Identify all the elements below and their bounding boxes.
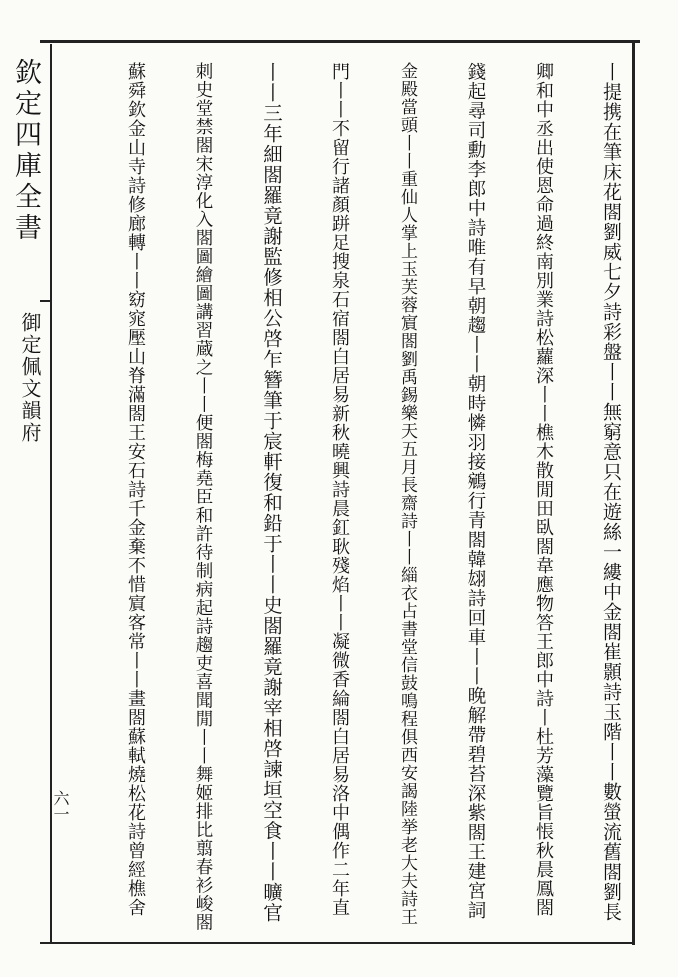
text-column-5: 門丨丨不留行諸顏跰足搜泉石宿閤白居易新秋曉興詩晨釭耿殘焰丨丨凝微香綸閤白居易洛中偶作二年直: [329, 62, 350, 917]
text-column-4: 金殿當頭丨丨重仙人掌上玉芙蓉賔閤劉禹錫樂天五月長齋詩丨丨緇衣占書堂信鼓鳴程俱西安謁陸挙老大夫詩王: [397, 62, 417, 926]
folio-number: 六一: [51, 790, 70, 822]
text-column-2: 卿和中丞出使恩命過終南別業詩松蘿深丨丨樵木散閒田臥閤韋應物答王郎中詩丨杜芳藻覽旨悵秋晨鳳閤: [533, 62, 554, 917]
page-border-right: [632, 40, 635, 945]
text-column-8: 蘇舜欽金山寺詩修廊轉丨丨窈窕壓山脊滿閤王安石詩千金棄不惜賔客常丨丨畫閤蘇軾燒松花詩曾經樵舍: [125, 62, 146, 917]
text-column-7: 刺史堂禁閤宋淳化入閤圖繪圖講習蔵之丨丨便閤梅堯臣和許待制病起詩趨吏喜聞閒丨丨舞姬排比翦春衫峻閤: [193, 62, 213, 932]
gutter-title: 御定佩文韻府: [18, 312, 42, 444]
page-border-top: [40, 40, 640, 43]
gutter-header: 欽定四庫全書: [10, 58, 41, 244]
gutter-separator: [40, 300, 50, 302]
text-column-3: 錢起尋司勳李郎中詩唯有早朝趨丨丨朝時憐羽接鵷行青閤韓翃詩回車丨丨晚解帶碧苔深紫閤王建宮詞: [465, 62, 486, 920]
page-border-bottom: [40, 942, 635, 944]
text-column-1: 丨提携在筆床花閤劉威七夕詩彩盤丨丨無窮意只在遊絲一縷中金閤崔顥詩玉階丨丨數螢流舊閤劉長: [600, 62, 622, 922]
text-column-6: 丨丨三年細閤羅竟謝監修相公啓乍簪筆于宸軒復和鉛于丨丨史閤羅竟謝宰相啓諫垣空食丨丨曠官: [260, 62, 283, 923]
